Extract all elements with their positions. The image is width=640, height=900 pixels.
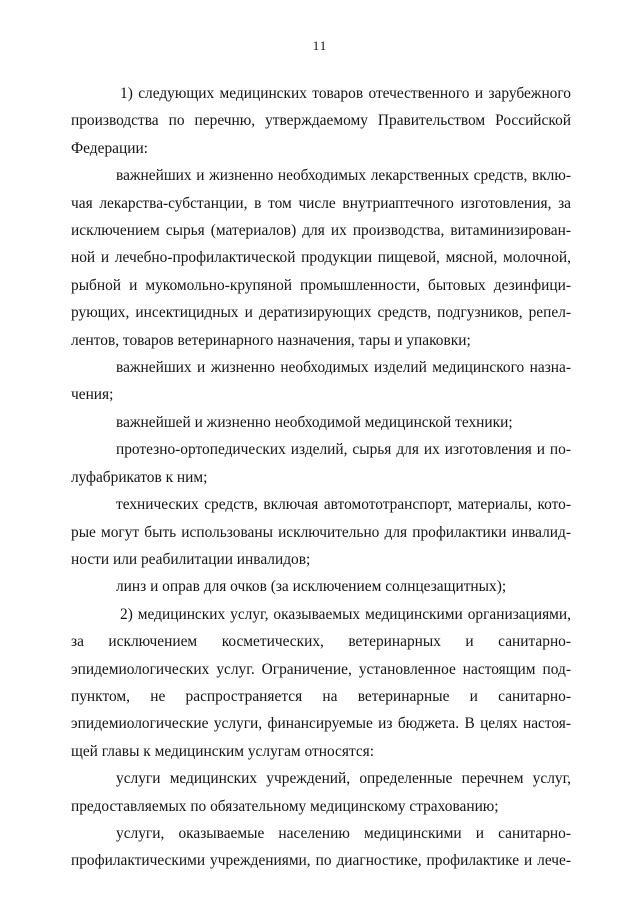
text-line: важнейших и жизненно необходимых изделий медицинского назна- bbox=[116, 359, 571, 377]
text-line: рыбной и мукомольно-крупяной промышленности, бытовых дезинфици- bbox=[71, 276, 571, 294]
paragraph-7 bbox=[71, 573, 571, 600]
text-line: щей главы к медицинским услугам относятся: bbox=[71, 742, 375, 760]
text-line: ности или реабилитации инвалидов; bbox=[71, 550, 311, 568]
text-line: важнейших и жизненно необходимых лекарственных средств, вклю- bbox=[116, 167, 571, 185]
document-body bbox=[71, 80, 571, 875]
paragraph-6 bbox=[71, 491, 571, 573]
text-line: производства по перечню, утверждаемому Правительством Российской bbox=[71, 112, 571, 130]
text-line: услуги медицинских учреждений, определенные перечнем услуг, bbox=[116, 770, 571, 788]
text-line: предоставляемых по обязательному медицинскому страхованию; bbox=[71, 797, 499, 815]
text-line: 2) медицинских услуг, оказываемых медицинскими организациями, bbox=[120, 605, 571, 623]
text-line: услуги, оказываемые населению медицинскими и санитарно- bbox=[116, 824, 571, 842]
text-line: протезно-ортопедических изделий, сырья для их изготовления и по- bbox=[116, 441, 571, 459]
paragraph-3 bbox=[71, 354, 571, 409]
text-line: эпидемиологических услуг. Ограничение, установленное настоящим под- bbox=[71, 660, 571, 678]
text-line: исключением сырья (материалов) для их производства, витаминизирован- bbox=[71, 222, 571, 240]
text-line: пунктом, не распространяется на ветеринарные и санитарно- bbox=[71, 687, 571, 705]
text-line: лентов, товаров ветеринарного назначения, тары и упаковки; bbox=[71, 331, 471, 349]
text-line: чения; bbox=[71, 386, 114, 404]
paragraph-1 bbox=[71, 80, 571, 162]
page-number: 11 bbox=[312, 38, 328, 53]
text-line: технических средств, включая автомототранспорт, материалы, кото- bbox=[116, 496, 571, 514]
paragraph-10 bbox=[71, 820, 571, 875]
text-line: 1) следующих медицинских товаров отечественного и зарубежного bbox=[120, 85, 571, 102]
text-line: ной и лечебно-профилактической продукции пищевой, мясной, молочной, bbox=[71, 249, 571, 267]
paragraph-2 bbox=[71, 162, 571, 354]
text-line: линз и оправ для очков (за исключением солнцезащитных); bbox=[116, 578, 507, 596]
text-line: за исключением косметических, ветеринарных и санитарно- bbox=[71, 633, 571, 651]
text-line: чая лекарства-субстанции, в том числе внутриаптечного изготовления, за bbox=[71, 194, 571, 212]
text-line: важнейшей и жизненно необходимой медицинской техники; bbox=[116, 413, 513, 431]
paragraph-5 bbox=[71, 436, 571, 491]
paragraph-4 bbox=[71, 409, 571, 436]
paragraph-8 bbox=[71, 601, 571, 765]
text-line: эпидемиологические услуги, финансируемые из бюджета. В целях настоя- bbox=[71, 715, 571, 733]
text-line: профилактическими учреждениями, по диагностике, профилактике и лече- bbox=[71, 852, 571, 870]
paragraph-9 bbox=[71, 765, 571, 820]
text-line: рые могут быть использованы исключительно для профилактики инвалид- bbox=[71, 523, 571, 541]
text-line: луфабрикатов к ним; bbox=[71, 468, 208, 486]
text-line: Федерации: bbox=[71, 139, 148, 157]
text-line: рующих, инсектицидных и дератизирующих средств, подгузников, репел- bbox=[71, 304, 571, 322]
